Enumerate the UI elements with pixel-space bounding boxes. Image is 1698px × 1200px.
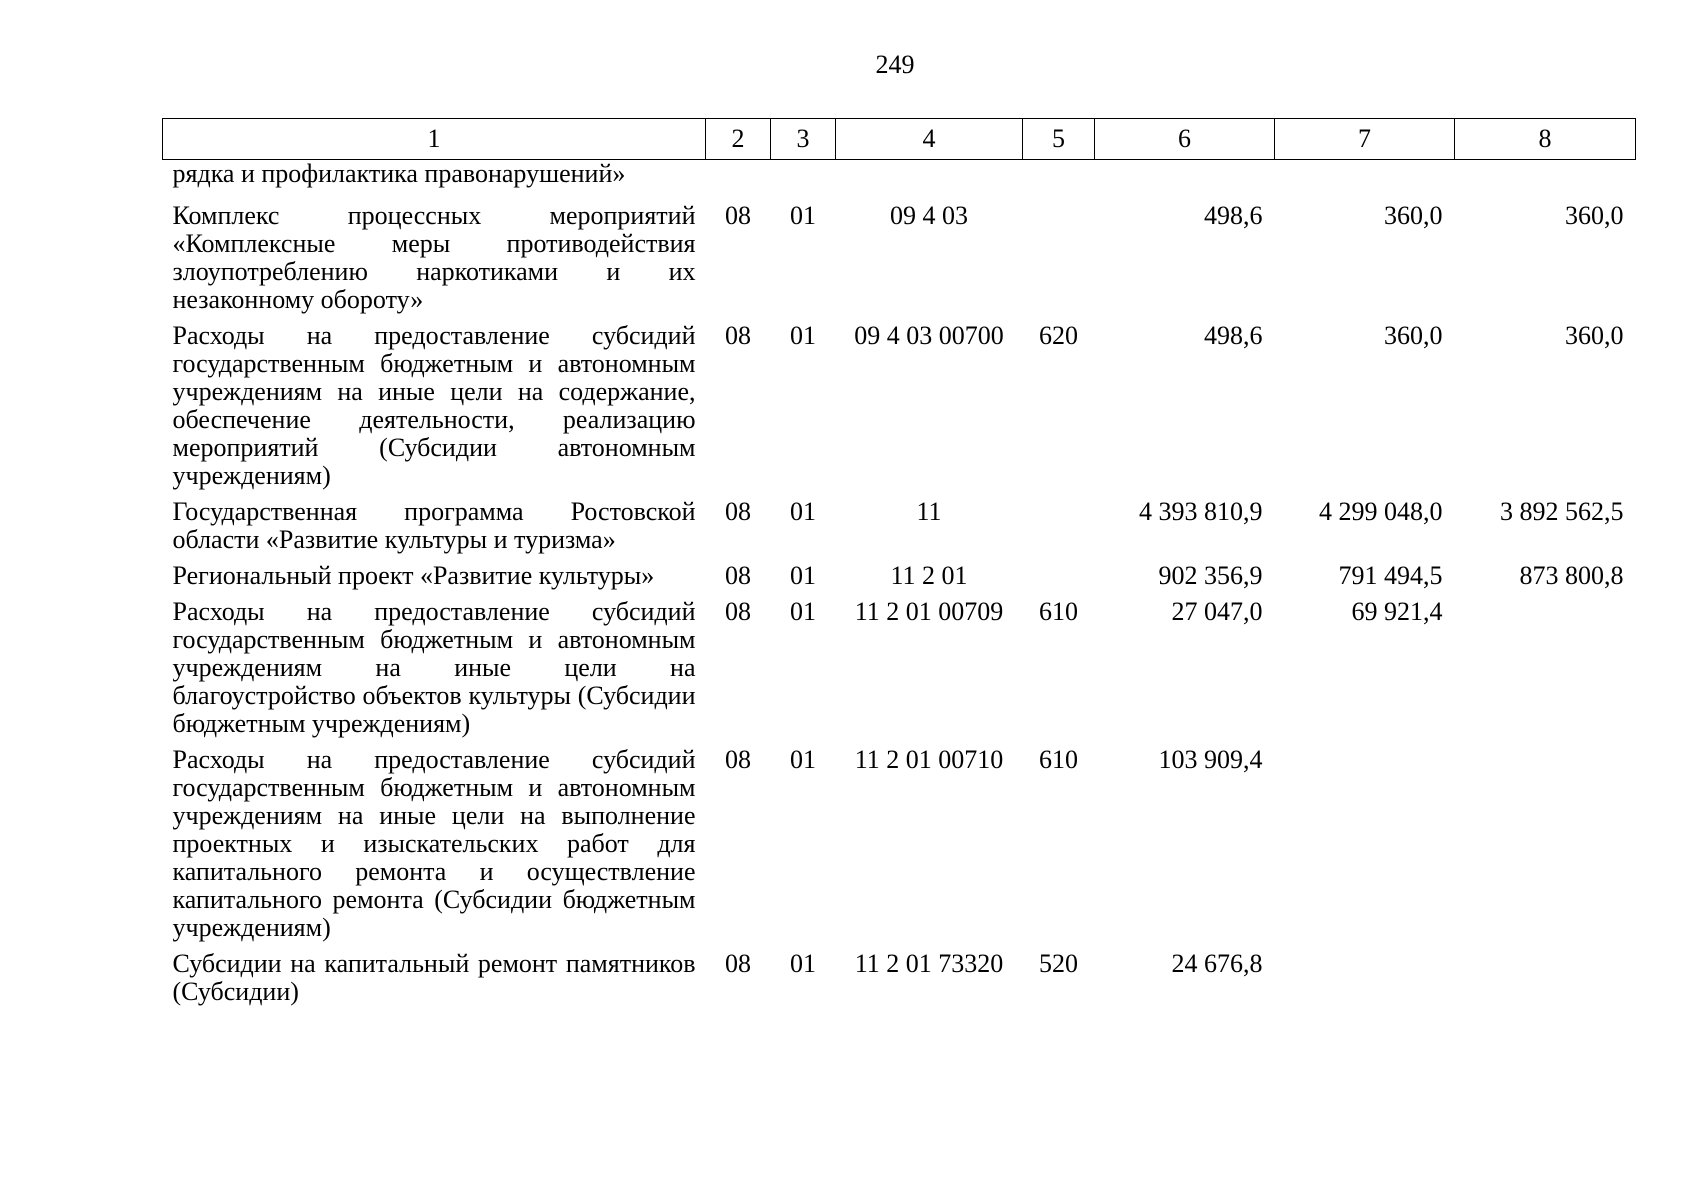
row-section: 08	[725, 949, 751, 978]
table-row	[163, 950, 1636, 1014]
row-expense-type: 610	[1039, 597, 1078, 626]
row-amount-7: 360,0	[1384, 321, 1443, 350]
table-row	[163, 202, 1636, 322]
row-name: Расходы на предоставление субсидий государственным бюджетным и автономным учреждениям на иные цели на благоустройство объектов культуры (Субсидии бюджетным учреждениям)	[172, 597, 696, 738]
row-amount-6: 4 393 810,9	[1139, 497, 1263, 526]
row-target-code	[836, 160, 1023, 203]
row-amount-8	[1455, 950, 1636, 1014]
header-col-5: 5	[1023, 119, 1095, 160]
row-section: 08	[725, 597, 751, 626]
row-section: 08	[725, 201, 751, 230]
row-amount-8: 360,0	[1565, 201, 1624, 230]
table-row	[163, 160, 1636, 203]
row-amount-7	[1275, 746, 1455, 950]
header-col-4: 4	[836, 119, 1023, 160]
row-amount-6: 24 676,8	[1171, 949, 1263, 978]
row-subsection: 01	[790, 949, 816, 978]
table-row	[163, 498, 1636, 562]
header-col-8: 8	[1455, 119, 1636, 160]
row-amount-8	[1455, 598, 1636, 746]
row-amount-7: 360,0	[1384, 201, 1443, 230]
row-subsection: 01	[790, 745, 816, 774]
row-amount-8	[1455, 746, 1636, 950]
page-number: 249	[875, 50, 915, 79]
row-name: Субсидии на капитальный ремонт памятников (Субсидии)	[172, 949, 696, 1006]
header-col-3: 3	[771, 119, 836, 160]
row-target-code: 11 2 01	[890, 561, 968, 590]
row-amount-8: 360,0	[1565, 321, 1624, 350]
row-amount-8	[1455, 160, 1636, 203]
row-amount-7	[1275, 950, 1455, 1014]
row-amount-7: 69 921,4	[1351, 597, 1443, 626]
row-amount-6: 103 909,4	[1158, 745, 1263, 774]
row-expense-type	[1023, 160, 1095, 203]
row-expense-type: 610	[1039, 745, 1078, 774]
header-row	[163, 119, 1636, 160]
row-target-code: 09 4 03 00700	[854, 321, 1004, 350]
row-expense-type	[1023, 498, 1095, 562]
header-col-7: 7	[1275, 119, 1455, 160]
row-name: Комплекс процессных мероприятий «Комплексные меры противодействия злоупотреблению наркотиками и их незаконному обороту»	[172, 201, 696, 314]
table-body	[163, 160, 1636, 1015]
row-expense-type	[1023, 562, 1095, 598]
table-row	[163, 598, 1636, 746]
row-expense-type	[1023, 202, 1095, 322]
row-target-code: 11 2 01 00710	[854, 745, 1004, 774]
row-section: 08	[725, 745, 751, 774]
row-target-code: 11 2 01 73320	[854, 949, 1004, 978]
table-row	[163, 322, 1636, 498]
header-col-6: 6	[1095, 119, 1275, 160]
row-subsection: 01	[790, 561, 816, 590]
row-subsection	[771, 160, 836, 203]
table-row	[163, 562, 1636, 598]
header-col-1: 1	[163, 119, 706, 160]
row-name: Расходы на предоставление субсидий государственным бюджетным и автономным учреждениям на иные цели на выполнение проектных и изыскательских работ для капитального ремонта и осуществление капитального ремонта (Субсидии бюджетным учреждениям)	[172, 745, 696, 942]
row-subsection: 01	[790, 597, 816, 626]
row-amount-6: 498,6	[1204, 201, 1263, 230]
row-amount-7: 4 299 048,0	[1319, 497, 1443, 526]
row-amount-6: 498,6	[1204, 321, 1263, 350]
row-amount-8: 873 800,8	[1519, 561, 1624, 590]
row-amount-7	[1275, 160, 1455, 203]
row-expense-type: 620	[1039, 321, 1078, 350]
row-target-code: 11	[916, 497, 942, 526]
row-subsection: 01	[790, 497, 816, 526]
table-row	[163, 746, 1636, 950]
row-amount-7: 791 494,5	[1338, 561, 1443, 590]
row-amount-8: 3 892 562,5	[1500, 497, 1624, 526]
row-section	[706, 160, 771, 203]
row-expense-type: 520	[1039, 949, 1078, 978]
header-col-2: 2	[706, 119, 771, 160]
row-section: 08	[725, 497, 751, 526]
row-section: 08	[725, 561, 751, 590]
row-target-code: 11 2 01 00709	[854, 597, 1004, 626]
table-header	[163, 119, 1636, 160]
row-target-code: 09 4 03	[890, 201, 968, 230]
row-subsection: 01	[790, 201, 816, 230]
row-amount-6: 902 356,9	[1158, 561, 1263, 590]
row-subsection: 01	[790, 321, 816, 350]
row-amount-6: 27 047,0	[1171, 597, 1263, 626]
budget-table	[162, 118, 1636, 1014]
row-name: Расходы на предоставление субсидий государственным бюджетным и автономным учреждениям на иные цели на содержание, обеспечение деятельности, реализацию мероприятий (Субсидии автономным учреждениям)	[172, 321, 696, 490]
row-amount-6	[1095, 160, 1275, 203]
row-name: рядка и профилактика правонарушений»	[172, 159, 626, 188]
row-section: 08	[725, 321, 751, 350]
row-name: Государственная программа Ростовской области «Развитие культуры и туризма»	[172, 497, 696, 554]
row-name: Региональный проект «Развитие культуры»	[172, 561, 655, 590]
